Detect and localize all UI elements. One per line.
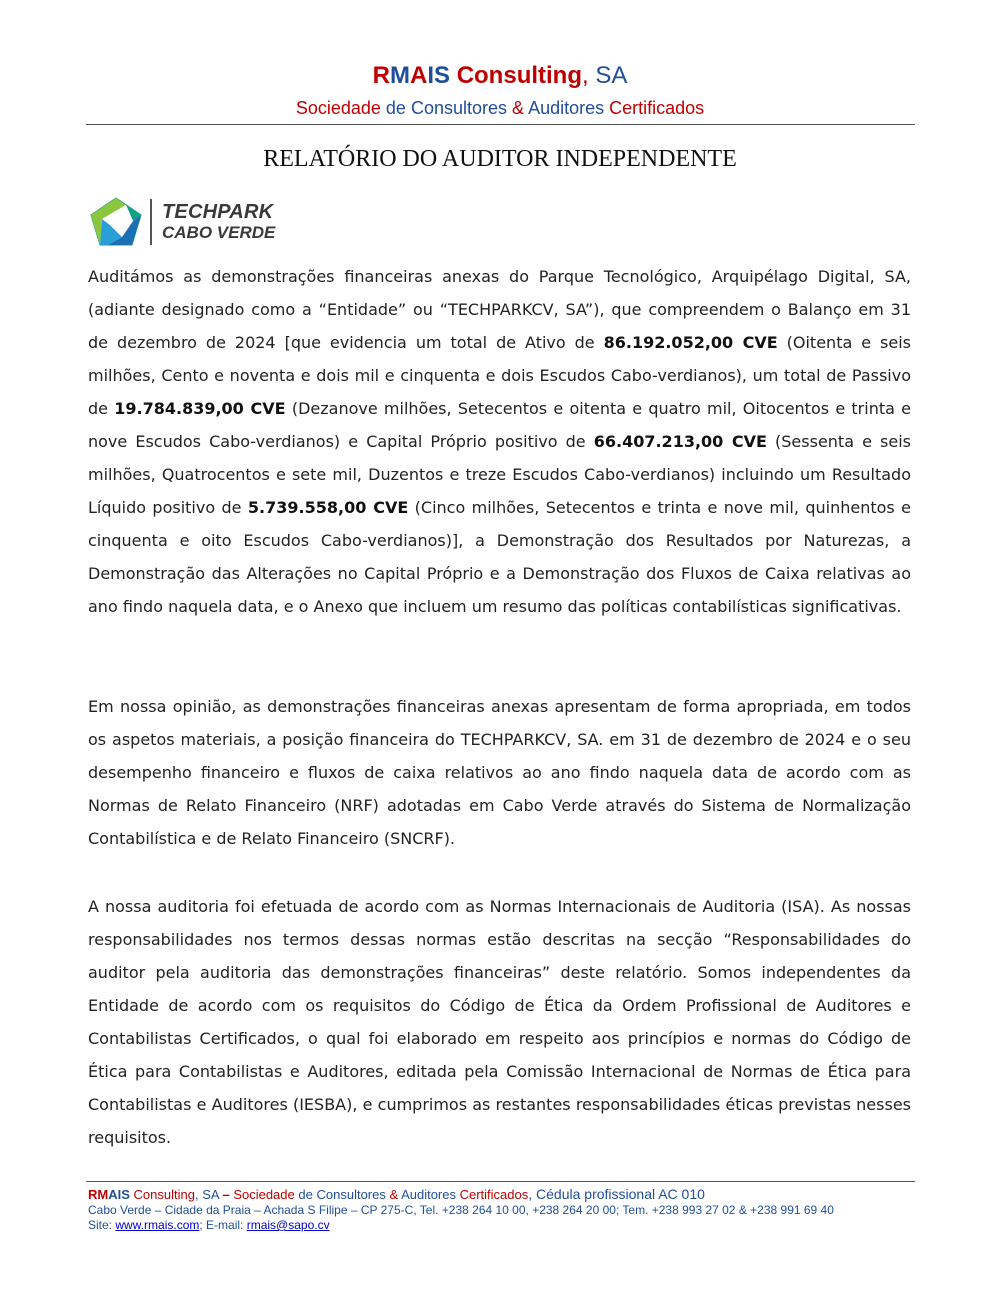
logo-divider xyxy=(150,199,152,245)
paragraph-audit-scope xyxy=(88,260,911,623)
logo-text-cabo-verde: CABO VERDE xyxy=(162,223,276,242)
brand-letter-r: R xyxy=(372,62,390,89)
paragraph-basis: A nossa auditoria foi efetuada de acordo com as Normas Internacionais de Auditoria (ISA). As nossas responsabilidades nos termos dessas normas estão descritas na secção “Responsabilidades do auditor pela auditoria das demonstrações financeiras” deste relatório. Somos independentes da Entidade de acordo com os requisitos do Código de Ética da Ordem Profissional de Auditores e Contabilistas Certificados, o qual foi elaborado em respeito aos princípios e normas do Código de Ética para Contabilistas e Auditores, editada pela Comissão Internacional de Normas de Ética para Contabilistas e Auditores (IESBA), e cumprimos as restantes responsabilidades éticas previstas nesses requisitos. xyxy=(88,897,911,1147)
email-link[interactable]: rmais@sapo.cv xyxy=(246,1218,330,1232)
footer-word: Consultores xyxy=(316,1187,386,1202)
footer-divider xyxy=(86,1181,915,1182)
header-divider xyxy=(86,124,915,125)
footer-dash: – xyxy=(222,1187,230,1202)
resultado-liquido-value: 5.739.558,00 CVE xyxy=(247,498,409,517)
brand-sa: SA xyxy=(595,62,628,89)
footer-address: Cabo Verde – Cidade da Praia – Achada S Filipe – CP 275-C, Tel. +238 264 10 00, +238 264 20 00; Tem. +238 993 27 02 & +238 991 69 40 xyxy=(88,1203,834,1217)
total-ativo-value: 86.192.052,00 CVE xyxy=(603,333,778,352)
footer-word: Auditores xyxy=(401,1187,456,1202)
footer-brand-rm: RM xyxy=(88,1187,109,1202)
footer-brand-sa: SA xyxy=(202,1187,219,1202)
tagline-word: Auditores xyxy=(528,98,605,118)
logo-text-techpark: TECHPARK xyxy=(162,201,274,223)
footer-cedula: , Cédula profissional AC 010 xyxy=(528,1186,705,1202)
footer-company-line xyxy=(88,1186,918,1203)
brand-letters-is: IS xyxy=(427,62,451,89)
capital-proprio-value: 66.407.213,00 CVE xyxy=(593,432,767,451)
p1-text-3: (Dezanove milhões, Setecentos e oitenta e quatro mil, Oitocentos e trinta e nove Escudos Cabo-verdianos) e Capital Próprio positivo de xyxy=(88,399,912,451)
document-title: RELATÓRIO DO AUDITOR INDEPENDENTE xyxy=(263,146,737,172)
footer-brand-ais: AIS xyxy=(108,1187,130,1202)
page-footer xyxy=(88,1186,918,1233)
tagline-word: Certificados xyxy=(609,98,705,118)
footer-word: de xyxy=(298,1187,313,1202)
footer-word: & xyxy=(389,1187,399,1202)
brand-letter-a: A xyxy=(409,62,428,89)
paragraph-opinion: Em nossa opinião, as demonstrações financeiras anexas apresentam de forma apropriada, em todos os aspetos materiais, a posição financeira do TECHPARKCV, SA. em 31 de dezembro de 2024 e o seu desempenho financeiro e fluxos de caixa relativos ao ano findo naquela data de acordo com as Normas de Relato Financeiro (NRF) adotadas em Cabo Verde através do Sistema de Normalização Contabilística e de Relato Financeiro (SNCRF). xyxy=(88,697,911,848)
tagline-word: Sociedade xyxy=(295,98,381,118)
company-name xyxy=(0,60,1000,92)
footer-brand-consulting: Consulting xyxy=(133,1187,195,1202)
tagline-word: de xyxy=(385,98,406,118)
brand-letter-m: M xyxy=(389,62,410,89)
site-label: Site: xyxy=(88,1218,116,1232)
tagline-word: Consultores xyxy=(410,98,508,118)
footer-word: Certificados xyxy=(459,1187,529,1202)
company-tagline xyxy=(0,95,1000,121)
p1-text-5: (Cinco milhões, Setecentos e trinta e nove mil, quinhentos e cinquenta e oito Escudos Cabo-verdianos)], a Demonstração dos Resultados por Naturezas, a Demonstração das Alterações no Capital Próprio e a Demonstração dos Fluxos de Caixa relativas ao ano findo naquela data, e o Anexo que incluem um resumo das políticas contabilísticas significativas. xyxy=(88,498,911,616)
email-label: ; E-mail: xyxy=(199,1218,247,1232)
p1-text-4: (Sessenta e seis milhões, Quatrocentos e sete mil, Duzentos e treze Escudos Cabo-verdianos) incluindo um Resultado Líquido positivo de xyxy=(88,432,911,517)
footer-comma: , xyxy=(194,1187,199,1202)
letterhead xyxy=(0,60,1000,121)
brand-comma: , xyxy=(582,62,589,89)
p1-text-1: Auditámos as demonstrações financeiras anexas do Parque Tecnológico, Arquipélago Digital, SA, (adiante designado como a “Entidade” ou “TECHPARKCV, SA”), que compreendem o Balanço em 31 de dezembro de 2024 [que evidencia um total de Ativo de xyxy=(88,267,911,352)
pentagon-logo-icon xyxy=(88,195,144,249)
brand-consulting: Consulting xyxy=(456,62,582,89)
total-passivo-value: 19.784.839,00 CVE xyxy=(114,399,286,418)
techpark-logo xyxy=(88,195,298,250)
p1-text-2: (Oitenta e seis milhões, Cento e noventa e dois mil e cinquenta e dois Escudos Cabo-verdianos), um total de Passivo de xyxy=(88,333,912,418)
tagline-word: & xyxy=(512,98,525,118)
website-link[interactable]: www.rmais.com xyxy=(115,1218,200,1232)
footer-contacts xyxy=(88,1218,918,1233)
footer-word: Sociedade xyxy=(233,1187,295,1202)
